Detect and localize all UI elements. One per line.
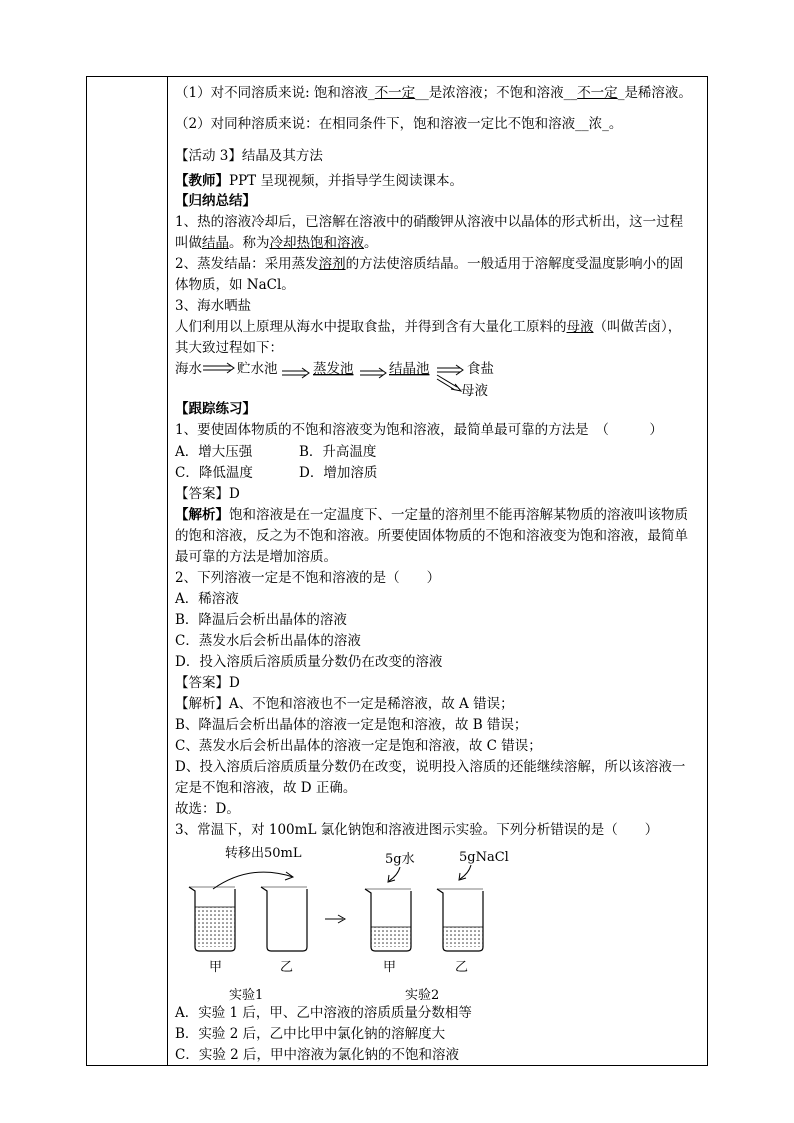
- explanation: 【解析】饱和溶液是在一定温度下、一定量的溶剂里不能再溶解某物质的溶液叫该物质: [175, 507, 688, 523]
- option: C．降低温度: [175, 465, 253, 481]
- question-2: 2、下列溶液一定是不饱和溶液的是（ ）: [175, 570, 441, 586]
- flow-seawater: 海水: [175, 361, 202, 377]
- option: B．实验 2 后，乙中比甲中氯化钠的溶解度大: [175, 1026, 446, 1042]
- option: C．实验 2 后，甲中溶液为氯化钠的不饱和溶液: [175, 1047, 460, 1063]
- answer: 【答案】D: [175, 675, 240, 691]
- text-line: 体物质，如 NaCl。: [175, 277, 295, 293]
- flow-arrow: [282, 368, 309, 378]
- label-exp2: 实验2: [405, 988, 440, 1003]
- option: A．稀溶液: [175, 591, 239, 607]
- explanation: D、投入溶质后溶质质量分数仍在改变，说明投入溶质的还能继续溶解，所以该溶液一: [175, 759, 686, 775]
- activity-title: 【活动 3】结晶及其方法: [175, 148, 323, 164]
- salt-flow-diagram: [175, 357, 515, 399]
- water-label: 5g水: [385, 852, 415, 867]
- explanation: 的饱和溶液，反之为不饱和溶液。所要使固体物质的不饱和溶液变为饱和溶液，最简单: [175, 528, 688, 544]
- label-yi: 乙: [455, 960, 469, 975]
- option: A．增大压强: [175, 444, 253, 460]
- flow-arrow: [360, 368, 386, 378]
- answer: 【答案】D: [175, 486, 240, 502]
- flow-crystallization: 结晶池: [389, 361, 430, 377]
- explanation: 定是不饱和溶液，故 D 正确。: [175, 780, 357, 796]
- flow-salt: 食盐: [467, 361, 494, 377]
- beaker-yi-exp2: [437, 889, 483, 951]
- beaker-jia-exp2: [365, 889, 411, 951]
- text-line: 1、热的溶液冷却后，已溶解在溶液中的硝酸钾从溶液中以晶体的形式析出，这一过程: [175, 214, 684, 230]
- transfer-label: 转移出50mL: [225, 846, 302, 861]
- text-line: 其大致过程如下：: [175, 340, 283, 356]
- explanation: 【解析】A、不饱和溶液也不一定是稀溶液，故 A 错误；: [175, 696, 514, 712]
- lesson-table: [86, 76, 708, 1066]
- text-line: 人们利用以上原理从海水中提取食盐，并得到含有大量化工原料的母液（叫做苦卤），: [175, 319, 682, 335]
- option: C．蒸发水后会析出晶体的溶液: [175, 633, 361, 649]
- question-3: 3、常温下，对 100mL 氯化钠饱和溶液进图示实验。下列分析错误的是（ ）: [175, 822, 659, 838]
- text-line: （1）对不同溶质来说: 饱和溶液_不一定__是浓溶液；不饱和溶液__不一定_是稀溶液。: [175, 85, 692, 101]
- option: D．增加溶质: [299, 465, 378, 481]
- beaker-jia-exp1: [189, 887, 235, 951]
- label-exp1: 实验1: [229, 988, 264, 1003]
- text-line: 2、蒸发结晶：采用蒸发溶剂的方法使溶质结晶。一般适用于溶解度受温度影响小的固: [175, 256, 684, 272]
- text-line: 3、海水晒盐: [175, 298, 252, 314]
- beaker-experiment-figure: [185, 841, 525, 1003]
- text-line: 叫做结晶。称为冷却热饱和溶液。: [175, 235, 378, 251]
- question-1: 1、要使固体物质的不饱和溶液变为饱和溶液，最简单最可靠的方法是 （ ）: [175, 422, 663, 438]
- practice-heading: 【跟踪练习】: [175, 401, 256, 417]
- label-jia: 甲: [383, 960, 397, 975]
- explanation: B、降温后会析出晶体的溶液一定是饱和溶液，故 B 错误；: [175, 717, 528, 733]
- label-yi: 乙: [280, 960, 294, 975]
- flow-arrow: [437, 365, 463, 391]
- option: A．实验 1 后，甲、乙中溶液的溶质质量分数相等: [175, 1005, 472, 1021]
- flow-reservoir: 贮水池: [237, 361, 278, 377]
- option: D．投入溶质后溶质质量分数仍在改变的溶液: [175, 654, 443, 670]
- teacher-line: 【教师】PPT 呈现视频，并指导学生阅读课本。: [175, 173, 463, 189]
- beaker-yi-exp1: [261, 887, 307, 951]
- summary-heading: 【归纳总结】: [175, 193, 256, 209]
- text-line: （2）对同种溶质来说：在相同条件下，饱和溶液一定比不饱和溶液__浓_。: [175, 116, 623, 132]
- nacl-label: 5gNaCl: [459, 850, 509, 865]
- explanation: 故选：D。: [175, 801, 240, 817]
- option: B．升高温度: [299, 444, 377, 460]
- option: B．降温后会析出晶体的溶液: [175, 612, 347, 628]
- transfer-arrow: [213, 872, 293, 889]
- flow-arrow: [203, 363, 234, 373]
- explanation: C、蒸发水后会析出晶体的溶液一定是饱和溶液，故 C 错误；: [175, 738, 542, 754]
- process-arrow: [325, 915, 345, 923]
- column-divider: [167, 77, 168, 1065]
- label-jia: 甲: [209, 960, 223, 975]
- explanation: 最可靠的方法是增加溶质。: [175, 549, 337, 565]
- flow-evaporation: 蒸发池: [313, 361, 354, 377]
- flow-mother-liquor: 母液: [461, 383, 488, 399]
